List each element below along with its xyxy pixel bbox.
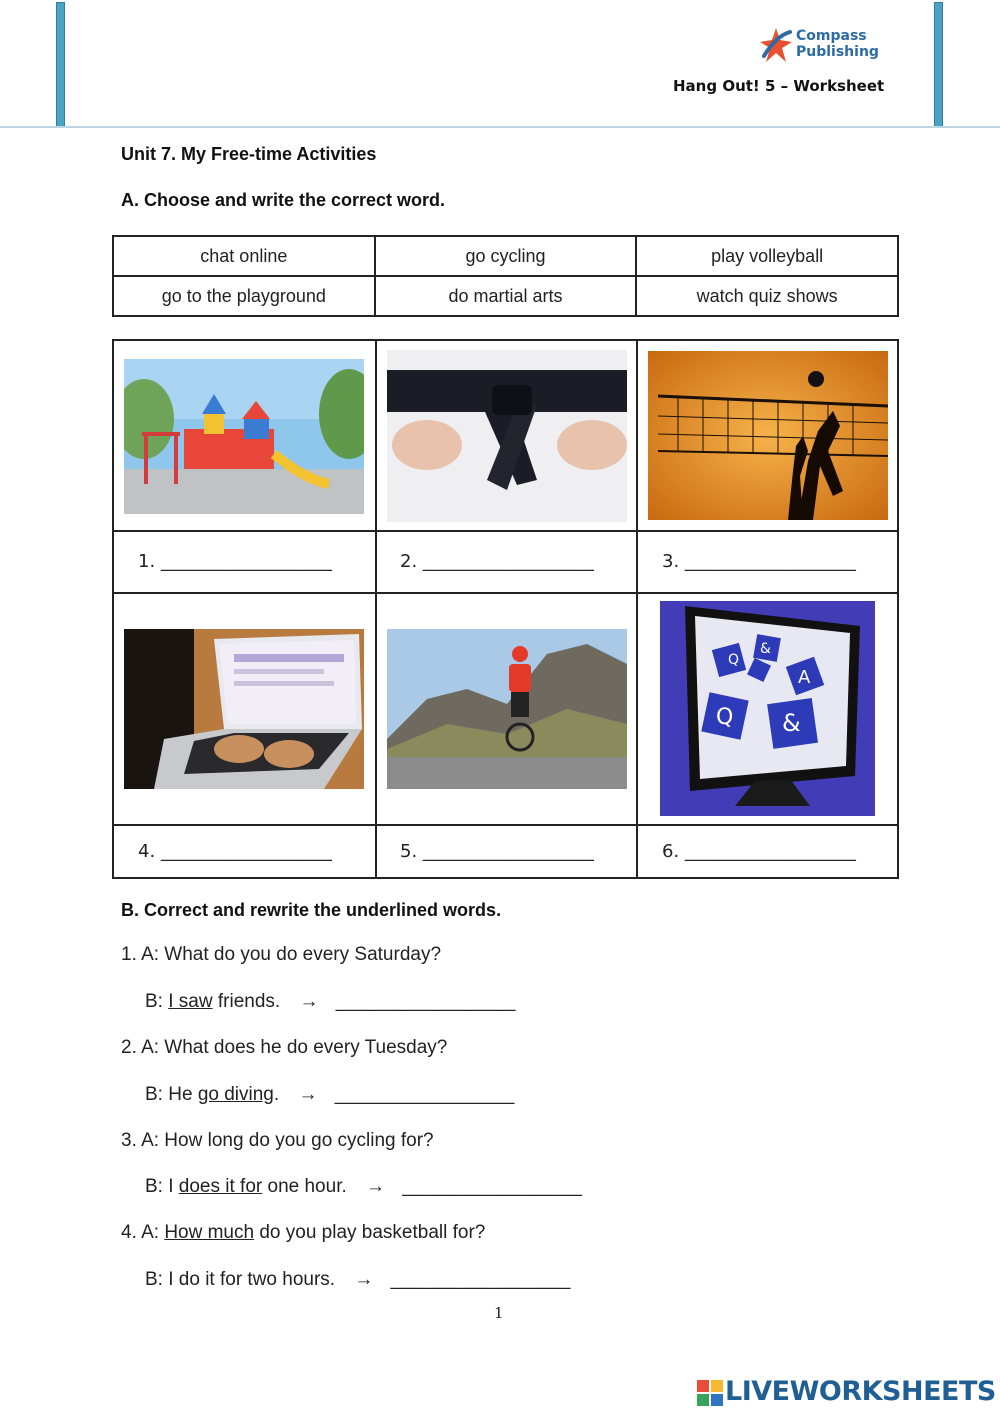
grid-divider bbox=[636, 341, 638, 877]
answer-prefix: B: bbox=[145, 991, 169, 1012]
question-1-a: 1. A: What do you do every Saturday? bbox=[121, 944, 442, 965]
playground-picture bbox=[124, 359, 364, 514]
unit-title: Unit 7. My Free-time Activities bbox=[121, 144, 377, 164]
answer-suffix: friends. bbox=[212, 991, 281, 1012]
question-suffix: do you play basketball for? bbox=[254, 1222, 486, 1243]
rewrite-blank-1[interactable]: _________________ bbox=[335, 991, 516, 1012]
svg-text:A: A bbox=[798, 667, 811, 688]
answer-prefix: B: He bbox=[145, 1084, 198, 1105]
svg-text:&: & bbox=[782, 709, 801, 737]
right-header-bar bbox=[934, 2, 943, 128]
word-bank-item: chat online bbox=[113, 236, 375, 276]
question-prefix: 4. A: bbox=[121, 1222, 165, 1243]
section-b-heading: B. Correct and rewrite the underlined words. bbox=[121, 900, 502, 920]
word-bank bbox=[112, 235, 899, 317]
underlined-words: I saw bbox=[168, 991, 213, 1012]
picture-grid bbox=[112, 339, 899, 879]
liveworksheets-wordmark: LIVEWORKSHEETS bbox=[725, 1376, 996, 1407]
liveworksheets-grid-icon bbox=[697, 1380, 723, 1406]
cyclist-picture bbox=[387, 629, 627, 789]
question-2-a: 2. A: What does he do every Tuesday? bbox=[121, 1037, 448, 1058]
answer-text: B: I do it for two hours. bbox=[145, 1269, 336, 1290]
arrow-icon: → bbox=[298, 1084, 318, 1105]
laptop-picture bbox=[124, 629, 364, 789]
question-4-a bbox=[121, 1222, 485, 1244]
svg-text:Q: Q bbox=[716, 705, 734, 730]
answer-blank-5[interactable]: 5. ___________________ bbox=[400, 841, 594, 862]
page-number: 1 bbox=[494, 1304, 504, 1322]
answer-suffix: one hour. bbox=[262, 1176, 347, 1197]
grid-divider bbox=[375, 341, 377, 877]
question-3-a: 3. A: How long do you go cycling for? bbox=[121, 1130, 434, 1151]
word-bank-item: go to the playground bbox=[113, 276, 375, 316]
quiz-show-tv-picture bbox=[660, 601, 875, 816]
underlined-words: does it for bbox=[178, 1176, 263, 1197]
answer-blank-1[interactable]: 1. ___________________ bbox=[138, 551, 332, 572]
section-a-heading: A. Choose and write the correct word. bbox=[121, 190, 446, 210]
underlined-words: go diving bbox=[197, 1084, 274, 1105]
svg-text:&: & bbox=[760, 641, 771, 657]
word-bank-item: go cycling bbox=[375, 236, 637, 276]
answer-blank-3[interactable]: 3. ___________________ bbox=[662, 551, 856, 572]
word-bank-item: do martial arts bbox=[375, 276, 637, 316]
answer-blank-2[interactable]: 2. ___________________ bbox=[400, 551, 594, 572]
answer-suffix: . bbox=[273, 1084, 280, 1105]
word-bank-item: play volleyball bbox=[636, 236, 898, 276]
grid-divider bbox=[114, 530, 897, 532]
answer-blank-4[interactable]: 4. ___________________ bbox=[138, 841, 332, 862]
arrow-icon: → bbox=[366, 1176, 386, 1197]
answer-blank-6[interactable]: 6. ___________________ bbox=[662, 841, 856, 862]
underlined-words: How much bbox=[164, 1222, 255, 1243]
question-4-b bbox=[145, 1269, 570, 1291]
arrow-icon: → bbox=[354, 1269, 374, 1290]
grid-divider bbox=[114, 824, 897, 826]
arrow-icon: → bbox=[299, 991, 319, 1012]
worksheet-title: Hang Out! 5 – Worksheet bbox=[673, 77, 885, 95]
left-header-bar bbox=[56, 2, 65, 128]
compass-star-icon bbox=[758, 26, 794, 64]
logo-line-1: Compass bbox=[796, 28, 867, 44]
volleyball-picture bbox=[648, 351, 888, 520]
rewrite-blank-2[interactable]: _________________ bbox=[334, 1084, 515, 1105]
logo-line-2: Publishing bbox=[796, 44, 879, 60]
question-2-b bbox=[145, 1084, 514, 1106]
rewrite-blank-4[interactable]: _________________ bbox=[390, 1269, 571, 1290]
question-3-b bbox=[145, 1176, 582, 1198]
svg-text:Q: Q bbox=[728, 652, 740, 668]
grid-divider bbox=[114, 592, 897, 594]
header-divider bbox=[0, 126, 1000, 128]
word-bank-item: watch quiz shows bbox=[636, 276, 898, 316]
compass-publishing-logo bbox=[758, 26, 878, 66]
black-belt-picture bbox=[387, 350, 627, 522]
answer-prefix: B: I bbox=[145, 1176, 179, 1197]
rewrite-blank-3[interactable]: _________________ bbox=[402, 1176, 582, 1197]
question-1-b bbox=[145, 991, 515, 1013]
